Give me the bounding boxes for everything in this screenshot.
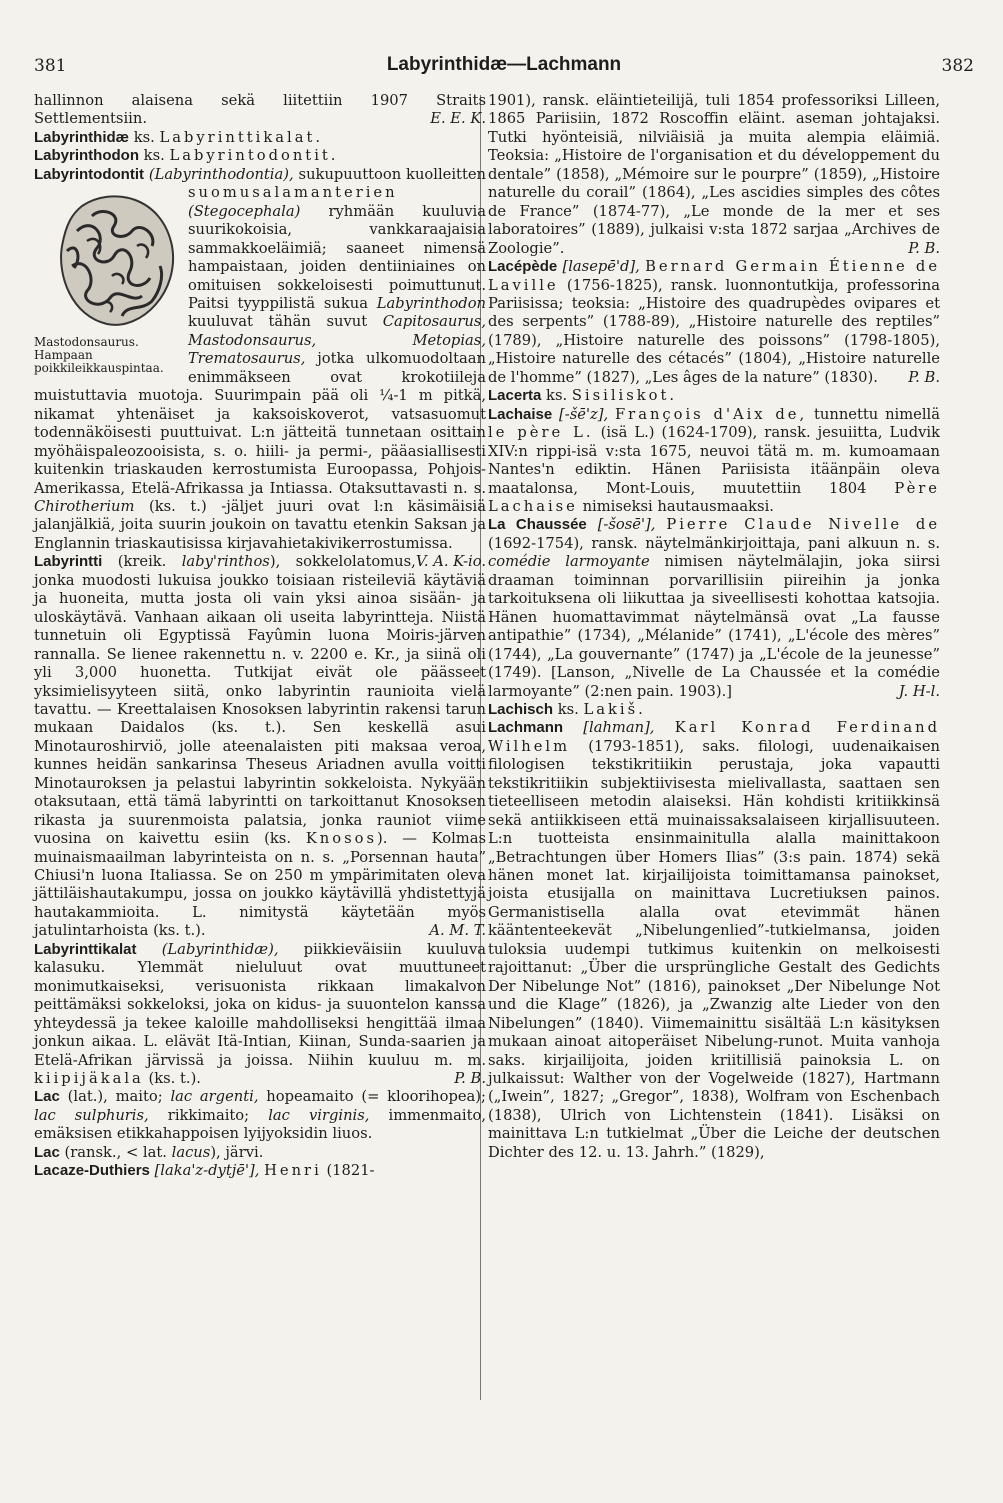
entry-labyrintodontit: Labyrintodontit (Labyrinthodontia), sukupuuttoon kuolleitten suomusalamanterien Mastodonsaurus. Hampaan poikkileikkauspintaa. (Stegocephala) ryhmään kuuluvia suurikokoisia, vankkaraajaisia sammakkoeläimiä; saaneet nimensä hampaistaan, joiden dentiiniaines on omituisen sokkeloisesti poimuttunut. Paitsi tyyppilistä sukua Labyrinthodon kuuluvat tähän suvut Capitosaurus, Mastodonsaurus, Metopias, Trematosaurus, jotka ulkomuodoltaan enimmäkseen ovat krokotiileja muistuttavia muotoja. Suurimpain pää oli ¼-1 m pitkä, nikamat yhtenäiset ja kaksoiskoverot, vatsasuomut todennäköisesti puuttuivat. L:n jätteitä tunnetaan osittain myöhäispaleozooisista, s. o. hiili- ja permi-, pääasiallisesti kuitenkin triaskauden kerrostumista Euroopassa, Pohjois-Amerikassa, Etelä-Afrikassa ja Intiassa. Otaksuttavasti n. s. Chirotherium (ks. t.) -jäljet juuri ovat l:n käsimäisiä jalanjälkiä, joita suurin joukoin on tavattu etenkin Saksan ja Englannin triaskautisissa kirjavahietakivikerrostumissa. V. A. K-io.: [34, 165, 487, 571]
headword: Lacépède: [488, 258, 558, 276]
page-number-right: 382: [941, 56, 974, 76]
author-signature: P. B.: [908, 368, 940, 386]
author-signature: P. B.: [908, 239, 940, 257]
entry-labyrintti: Labyrintti (kreik. laby'rinthos), sokkelolatomus, jonka muodosti lukuisa joukko toisiaan risteileviä käytäviä ja huoneita, mutta josta oli vain yksi ainoa sisään- ja uloskäytävä. Vanhaan aikaan oli useita labyrintteja. Niistä tunnetuin oli Egyptissä Fayûmin luona Moiris-järven rannalla. Se lienee rakennettu n. v. 2200 e. Kr., ja siinä oli yli 3,000 huonetta. Tutkijat eivät ole päässeet yksimielisyyteen siitä, onko labyrintin raunioita vielä tavattu. — Kreettalaisen Knosoksen labyrintin rakensi tarun mukaan Daidalos (ks. t.). Sen keskellä asui Minotauroshirviö, jolle ateenalaisten piti maksaa veroa, kunnes heidän sankarinsa Theseus Ariadnen avulla voitti Minotauroksen ja pelastui labyrintin sokkeloista. Nykyään otaksutaan, että tämä labyrintti on tarkoittanut Knosoksen rikasta ja suurenmoista palatsia, jonka rauniot viime vuosina on kaivettu esiin (ks. Knosos). — Kolmas muinaismaailman labyrinteista on n. s. „Porsennan hauta” Chiusi'n luona Italiassa. Se on 250 m ympärimitaten oleva jättiläishautakumpu, jossa on joukko käytävillä yhdistettyjä hautakammioita. L. nimitystä käytetään myös jatulintarhoista (ks. t.). A. M. T.: [34, 553, 487, 940]
right-column: [488, 92, 940, 1162]
page-number-left: 381: [34, 56, 67, 76]
figure-caption: Mastodonsaurus. Hampaan poikkileikkauspintaa.: [34, 335, 164, 376]
left-column: [34, 92, 486, 1181]
headword: Labyrintodontit: [34, 165, 144, 183]
entry-lac-milk: Lac (lat.), maito; lac argenti, hopeamaito (= kloorihopea); lac sulphuris, rikkimaito; lac virginis, immenmaito, emäksisen etikkahappoisen lyijyoksidin liuos.: [34, 1088, 487, 1143]
author-signature: P. B.: [454, 1070, 486, 1088]
entry-labyrinthodon: Labyrinthodon ks. Labyrintodontit.: [34, 147, 339, 165]
headword: Lachisch: [488, 700, 554, 718]
entry-lachisch: Lachisch ks. Lakiš.: [488, 700, 646, 718]
entry-lacaze-duthiers: Lacaze-Duthiers [laka'z-dytjē'], Henri (1821-: [34, 1162, 375, 1180]
entry-lachmann: Lachmann [lahman], Karl Konrad Ferdinand Wilhelm (1793-1851), saks. filologi, uudenaikaisen filologisen tekstikritiikin perustaja, joka vapautti tekstikritiikin subjektiivisesta mielivallasta, saattaen sen tieteelliseen metodin alaiseksi. Hän kohdisti kritiikkinsä sekä antiikkiseen että muinaissaksalaiseen kirjallisuuteen. L:n tuotteista ensinmainitulla alalla mainittakoon „Betrachtungen über Homers Ilias” (3:s pain. 1874) sekä hänen monet lat. kirjailijoista toimittamansa painokset, joista etusijalla on mainittava Lucretiuksen painos. Germanistisella alalla ovat etevimmät hänen kääntenteekevät „Nibelungenlied”-tutkielmansa, joiden tuloksia uudempi tutkimus kuitenkin on melkoisesti rajoittanut: „Über die ursprüngliche Gestalt des Gedichts Der Nibelunge Not” (1816), painokset „Der Nibelunge Not und die Klage” (1826), ja „Zwanzig alte Lieder von den Nibelungen” (1840). Viimemainittu sisältää L:n käsityksen mukaan ainoat aitoperäiset Nibelung-runot. Muita vanhoja saks. kirjailijoita, joiden kriitillisiä painoksia L. on julkaissut: Walther von der Vogelweide (1827), Hartmann („Iwein”, 1827; „Gregor”, 1838), Wolfram von Eschenbach (1838), Ulrich von Lichtenstein (1841). Lisäksi on mainittava L:n tutkielmat „Über die Leiche der deutschen Dichter des 12. u. 13. Jahrh.” (1829),: [488, 719, 941, 1161]
labyrinthodont-tooth-icon: [52, 186, 182, 336]
entry-la-chaussee: La Chaussée [-šosē'], Pierre Claude Nivelle de (1692-1754), ransk. näytelmänkirjoittaja, pani alkuun n. s. comédie larmoyante nimisen näytelmälajin, joka siirsi draaman toiminnan porvarillisiin piireihin ja jonka tarkoituksena oli liikuttaa ja siveellisesti kohottaa katsojia. Hänen huomattavimmat näytelmänsä ovat „La fausse antipathie” (1734), „Mélanide” (1741), „L'école des mères” (1744), „La gouvernante” (1747) ja „L'école de la jeunesse” (1749). [Lanson, „Nivelle de La Chaussée et la comédie larmoyante” (2:nen pain. 1903).] J. H-l.: [488, 516, 941, 700]
headword: Lac: [34, 1088, 60, 1106]
author-signature: A. M. T.: [429, 922, 486, 940]
headword: Labyrinttikalat: [34, 940, 137, 958]
author-signature: V. A. K-io.: [415, 553, 486, 571]
headword: Labyrintti: [34, 553, 103, 571]
headword: Labyrinthodon: [34, 147, 139, 165]
entry-labyrinttikalat: Labyrinttikalat (Labyrinthidæ), piikkieväisiin kuuluva kalasuku. Ylemmät nieluluut ovat muuttuneet monimutkaiseksi, verisuonista rikkaan limakalvon peittämäksi sokkeloksi, joka on kidus- ja suuontelon kanssa yhteydessä ja tekee kaloille mahdolliseksi hengittää ilmaa jonkun aikaa. L. elävät Itä-Intian, Kiinan, Sunda-saarien ja Etelä-Afrikan järvissä ja joissa. Niihin kuuluu m. m. kiipijäkala (ks. t.). P. B.: [34, 940, 486, 1088]
page-header: [34, 56, 974, 86]
headword: Lacaze-Duthiers: [34, 1162, 150, 1180]
running-title: Labyrinthidæ—Lachmann: [386, 54, 622, 75]
figure-tooth-cross-section: [34, 186, 180, 375]
entry-lacerta: Lacerta ks. Sisiliskot.: [488, 387, 678, 405]
entry-lachaise: Lachaise [-šē'z], François d'Aix de, tunnettu nimellä le père L. (isä L.) (1624-1709), ransk. jesuiitta, Ludvik XIV:n rippi-isä v:sta 1675, neuvoi tätä m. m. kumoamaan Nantes'n ediktin. Hänen Pariisista itäänpäin oleva maatalonsa, Mont-Louis, muutettiin 1804 Père Lachaise nimiseksi hautausmaaksi.: [488, 405, 940, 515]
headword: Labyrinthidæ: [34, 128, 130, 146]
headword: La Chaussée: [488, 516, 587, 534]
entry-lacepede: Lacépède [lasepē'd], Bernard Germain Étienne de Laville (1756-1825), ransk. luonnontutkija, professorina Pariisissa; teoksia: „Histoire des quadrupèdes ovipares et des serpents” (1788-89), „Histoire naturelle des reptiles” (1789), „Histoire naturelle des poissons” (1798-1805), „Histoire naturelle des cétacés” (1804), „Histoire naturelle de l'homme” (1827), „Les âges de la nature” (1830). P. B.: [488, 258, 941, 386]
entry-labyrinthidae: Labyrinthidæ ks. Labyrinttikalat.: [34, 128, 324, 146]
headword: Lachaise: [488, 405, 553, 423]
author-signature: E. E. K.: [430, 110, 486, 128]
entry-lac-lake: Lac (ransk., < lat. lacus), järvi.: [34, 1143, 264, 1161]
author-signature: J. H-l.: [898, 682, 940, 700]
entry-continuation: 1901), ransk. eläintieteilijä, tuli 1854 professoriksi Lilleen, 1865 Pariisiin, 1872 Roscoffin eläint. aseman johtajaksi. Tutki hyönteisiä, nilviäisiä ja muita alempia eläimiä. Teoksia: „Histoire de l'organisation et du développement du dentale” (1858), „Mémoire sur le pourpre” (1859), „Histoire naturelle du corail” (1864), „Les ascidies simples des côtes de France” (1874-77), „Le monde de la mer et ses laboratoires” (1889), julkaisi v:sta 1872 sarjaa „Archives de Zoologie”. P. B.: [488, 92, 940, 257]
headword: Lac: [34, 1143, 60, 1161]
headword: Lachmann: [488, 719, 564, 737]
entry-continuation: hallinnon alaisena sekä liitettiin 1907 Straits Settlementsiin. E. E. K.: [34, 92, 486, 128]
headword: Lacerta: [488, 387, 542, 405]
